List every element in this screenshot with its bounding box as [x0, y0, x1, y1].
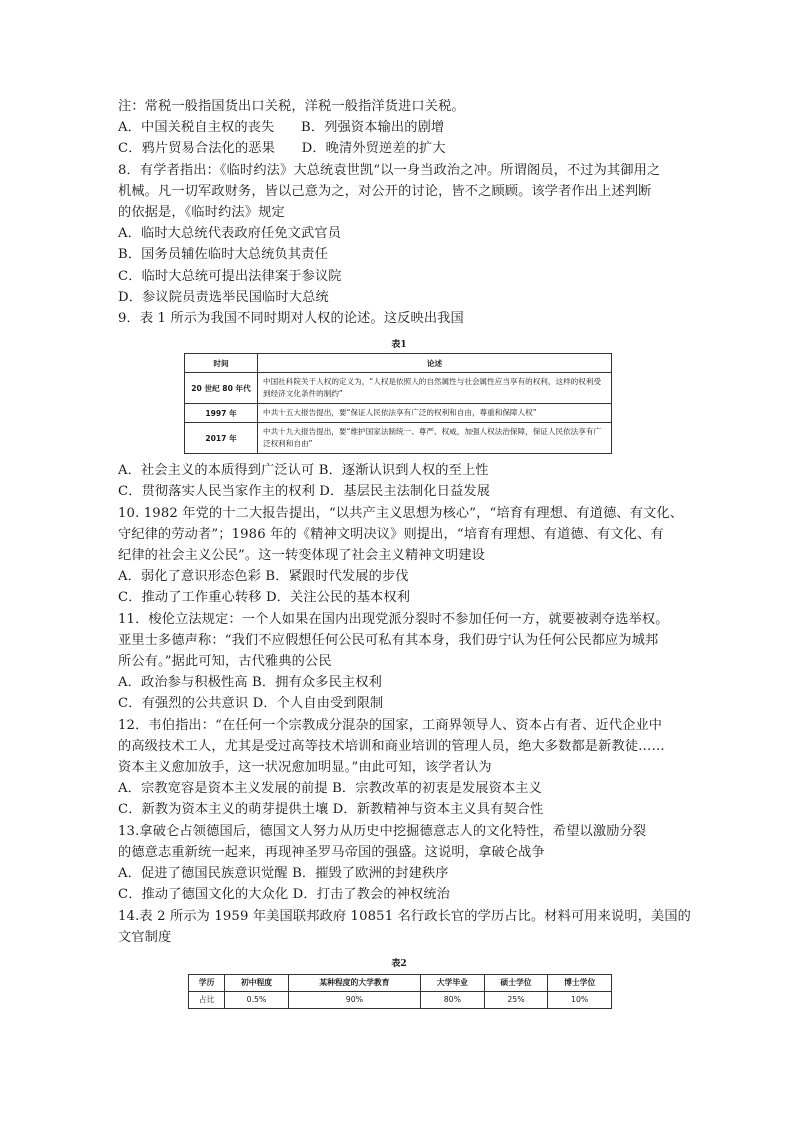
- text-line: 9．表 1 所示为我国不同时期对人权的论述。这反映出我国: [118, 311, 464, 327]
- table1-text-cell: 中共十五大报告提出，要“保证人民依法享有广泛的权利和自由，尊重和保障人权”: [258, 404, 612, 423]
- text-line: 所公有。”据此可知，古代雅典的公民: [118, 654, 332, 670]
- table2-value-cell: 0.5%: [225, 991, 289, 1008]
- text-line: 文官制度: [118, 929, 172, 945]
- text-line: A．促进了德国民族意识觉醒 B．摧毁了欧洲的封建秩序: [118, 866, 449, 882]
- exam-page: [118, 96, 692, 1009]
- text-line: 11．梭伦立法规定：一个人如果在国内出现党派分裂时不参加任何一方，就要被剥夺选举权。: [118, 611, 669, 627]
- table2-column-header: 某种程度的大学教育: [288, 974, 420, 991]
- table1: [184, 353, 612, 454]
- table2: [188, 974, 612, 1009]
- text-line: 的德意志重新统一起来，再现神圣罗马帝国的强盛。这说明，拿破仑战争: [118, 844, 545, 860]
- table2-row-label: 占比: [189, 991, 225, 1008]
- table1-header-statement: 论述: [258, 354, 612, 373]
- text-line: C．推动了德国文化的大众化 D．打击了教会的神权统治: [118, 887, 451, 903]
- text-line: C．贯彻落实人民当家作主的权利 D．基层民主法制化日益发展: [118, 484, 491, 500]
- table2-caption: 表2: [391, 958, 407, 969]
- table2-header-label: 学历: [189, 974, 225, 991]
- text-line: 的高级技术工人，尤其是受过高等技术培训和商业培训的管理人员，绝大多数都是新教徒……: [118, 738, 665, 754]
- text-line: C．推动了工作重心转移 D．关注公民的基本权利: [118, 590, 411, 606]
- text-line: 守纪律的劳动者”；1986 年的《精神文明决议》则提出，“培育有理想、有道德、有文化、有: [118, 526, 664, 542]
- table-row: [185, 373, 612, 404]
- text-line: 13.拿破仑占领德国后，德国文人努力从历史中挖掘德意志人的文化特性，希望以激励分裂: [118, 823, 647, 839]
- table-row: [185, 404, 612, 423]
- text-line: A．政治参与积极性高 B．拥有众多民主权利: [118, 675, 382, 691]
- text-line: 的依据是，《临时约法》规定: [118, 205, 285, 221]
- table2-value-row: [189, 991, 612, 1008]
- table1-header-time: 时间: [185, 354, 258, 373]
- text-line: 机械。凡一切军政财务，皆以己意为之，对公开的讨论，皆不之顾顾。该学者作出上述判断: [118, 183, 652, 199]
- table2-value-cell: 25%: [484, 991, 548, 1008]
- text-line: 注：常税一般指国货出口关税，洋税一般指洋货进口关税。: [118, 99, 465, 114]
- question-block-9-14: [118, 460, 692, 948]
- text-line: B．国务员辅佐临时大总统负其责任: [118, 247, 328, 263]
- text-line: A．宗教宽容是资本主义发展的前提 B．宗教改革的初衷是发展资本主义: [118, 781, 542, 797]
- text-line: A．中国关税自主权的丧失 B．列强资本输出的剧增: [118, 120, 445, 136]
- table1-text-cell: 中共十九大报告提出，要“维护国家法制统一、尊严、权威，加强人权法治保障，保证人民依法享有广泛权利和自由”: [258, 423, 612, 454]
- text-line: 10. 1982 年党的十二大报告提出，“以共产主义思想为核心”，“培育有理想、有道德、有文化、: [118, 505, 684, 521]
- table2-column-header: 初中程度: [225, 974, 289, 991]
- table1-time-cell: 1997 年: [185, 404, 258, 423]
- table2-column-header: 博士学位: [548, 974, 612, 991]
- text-line: 12．韦伯指出：“在任何一个宗教成分混杂的国家，工商界领导人、资本占有者、近代企业中: [118, 717, 663, 733]
- table1-header-row: [185, 354, 612, 373]
- text-line: 亚里士多德声称：“我们不应假想任何公民可私有其本身，我们毋宁认为任何公民都应为城邦: [118, 632, 659, 648]
- table2-value-cell: 90%: [288, 991, 420, 1008]
- text-line: A．社会主义的本质得到广泛认可 B．逐渐认识到人权的至上性: [118, 463, 489, 479]
- text-line: 资本主义愈加放手，这一状况愈加明显。”由此可知，该学者认为: [118, 760, 492, 776]
- table1-text-cell: 中国社科院关于人权的定义为，“人权是依照人的自然属性与社会属性应当享有的权利，这样的权利受到经济文化条件的制约”: [258, 373, 612, 404]
- text-line: C．新教为资本主义的萌芽提供土壤 D．新教精神与资本主义具有契合性: [118, 802, 544, 818]
- table2-value-cell: 10%: [548, 991, 612, 1008]
- text-line: 纪律的社会主义公民”。这一转变体现了社会主义精神文明建设: [118, 548, 486, 564]
- text-line: A．弱化了意识形态色彩 B．紧跟时代发展的步伐: [118, 569, 409, 585]
- table2-column-header: 硕士学位: [484, 974, 548, 991]
- text-line: C．有强烈的公共意识 D．个人自由受到限制: [118, 696, 384, 712]
- table2-column-header: 大学毕业: [421, 974, 485, 991]
- text-line: C．鸦片贸易合法化的恶果 D．晚清外贸逆差的扩大: [118, 141, 446, 157]
- text-line: C．临时大总统可提出法律案于参议院: [118, 268, 342, 284]
- table1-time-cell: 20 世纪 80 年代: [185, 373, 258, 404]
- text-line: D．参议院员责选举民国临时大总统: [118, 289, 329, 305]
- question-block-7-9: [118, 96, 680, 329]
- table2-header-row: [189, 974, 612, 991]
- table1-caption: 表1: [391, 340, 407, 351]
- text-line: 8．有学者指出：《临时约法》大总统袁世凯“以一身当政治之冲。所谓阁员，不过为其御用之: [118, 162, 661, 178]
- table1-time-cell: 2017 年: [185, 423, 258, 454]
- table-row: [185, 423, 612, 454]
- text-line: 14.表 2 所示为 1959 年美国联邦政府 10851 名行政长官的学历占比。材料可用来说明，美国的: [118, 908, 692, 924]
- text-line: A．临时大总统代表政府任免文武官员: [118, 226, 342, 242]
- table2-value-cell: 80%: [421, 991, 485, 1008]
